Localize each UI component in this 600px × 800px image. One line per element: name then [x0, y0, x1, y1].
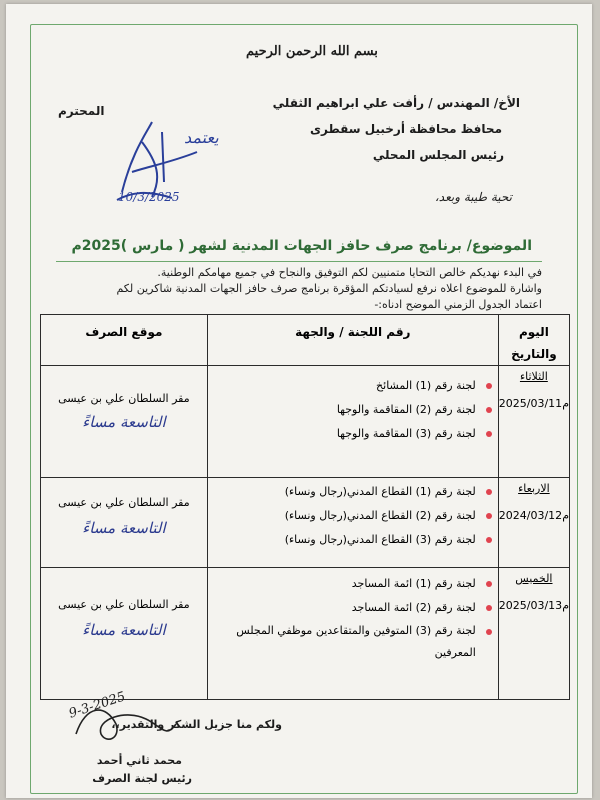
list-item: لجنة رقم (2) ائمة المساجد — [208, 596, 498, 620]
header-committee: رقم اللجنة / والجهة — [207, 315, 498, 366]
recipient-line-1: الأخ/ المهندس / رأفت علي ابراهيم الثقلي — [272, 96, 520, 110]
body-line-1: في البدء نهديكم خالص التحايا متمنيين لكم التوفيق والنجاح في جميع مهامكم الوطنية. — [157, 266, 542, 279]
table-row — [41, 478, 570, 568]
honorific: المحترم — [58, 104, 105, 118]
day-cell: الثلاثاء 2025/03/11م — [498, 366, 569, 478]
list-item: لجنة رقم (1) ائمة المساجد — [208, 572, 498, 596]
committee-cell — [207, 568, 498, 700]
subject-underline — [56, 261, 542, 262]
approval-word: يعتمد — [184, 128, 219, 147]
committee-cell — [207, 366, 498, 478]
location-cell: مقر السلطان علي بن عيسى التاسعة مساءً — [41, 478, 208, 568]
day-cell: الخميس 2025/03/13م — [498, 568, 569, 700]
subject-line: الموضوع/ برنامج صرف حافز الجهات المدنية لشهر ( مارس )2025م — [71, 238, 532, 254]
table-row — [41, 568, 570, 700]
list-item: لجنة رقم (1) القطاع المدني(رجال ونساء) — [208, 480, 498, 504]
recipient-line-2: محافظ محافظة أرخبيل سقطرى — [310, 122, 502, 136]
document-sheet — [6, 4, 592, 798]
bottom-date: 9-3-2025 — [67, 689, 128, 722]
day-cell: الاربعاء 2024/03/12م — [498, 478, 569, 568]
body-line-2: واشارة للموضوع اعلاه نرفع لسيادتكم المؤقرة برنامج صرف حافز الجهات المدنية شاكرين لكم — [116, 282, 542, 295]
signatory-name: محمد ثاني أحمد — [96, 754, 182, 767]
signatory-title: رئيس لجنة الصرف — [92, 772, 192, 785]
approval-date: 10/3/2025 — [118, 190, 180, 204]
list-item: لجنة رقم (3) القطاع المدني(رجال ونساء) — [208, 528, 498, 552]
schedule-table — [40, 314, 570, 700]
location-cell: مقر السلطان علي بن عيسى التاسعة مساءً — [41, 366, 208, 478]
list-item: لجنة رقم (2) القطاع المدني(رجال ونساء) — [208, 504, 498, 528]
location-cell: مقر السلطان علي بن عيسى التاسعة مساءً — [41, 568, 208, 700]
table-row — [41, 366, 570, 478]
greeting: تحية طيبة وبعد، — [434, 190, 512, 204]
basmala: بسم الله الرحمن الرحيم — [246, 44, 378, 59]
recipient-line-3: رئيس المجلس المحلي — [372, 148, 504, 162]
list-item: لجنة رقم (3) المتوفين والمتقاعدين موظفي المجلس المعرفين — [236, 620, 498, 664]
header-location: موقع الصرف — [41, 315, 208, 366]
list-item: لجنة رقم (3) المقاقمة والوجها — [208, 422, 498, 446]
body-line-3: اعتماد الجدول الزمني الموضح ادناه:- — [374, 298, 542, 311]
header-day: اليوم والتاريخ — [498, 315, 569, 366]
closing-line: ولكم منا جزيل الشكر والتقدير،، — [111, 718, 282, 731]
list-item: لجنة رقم (2) المقاقمة والوجها — [208, 398, 498, 422]
list-item: لجنة رقم (1) المشائخ — [208, 374, 498, 398]
committee-cell — [207, 478, 498, 568]
